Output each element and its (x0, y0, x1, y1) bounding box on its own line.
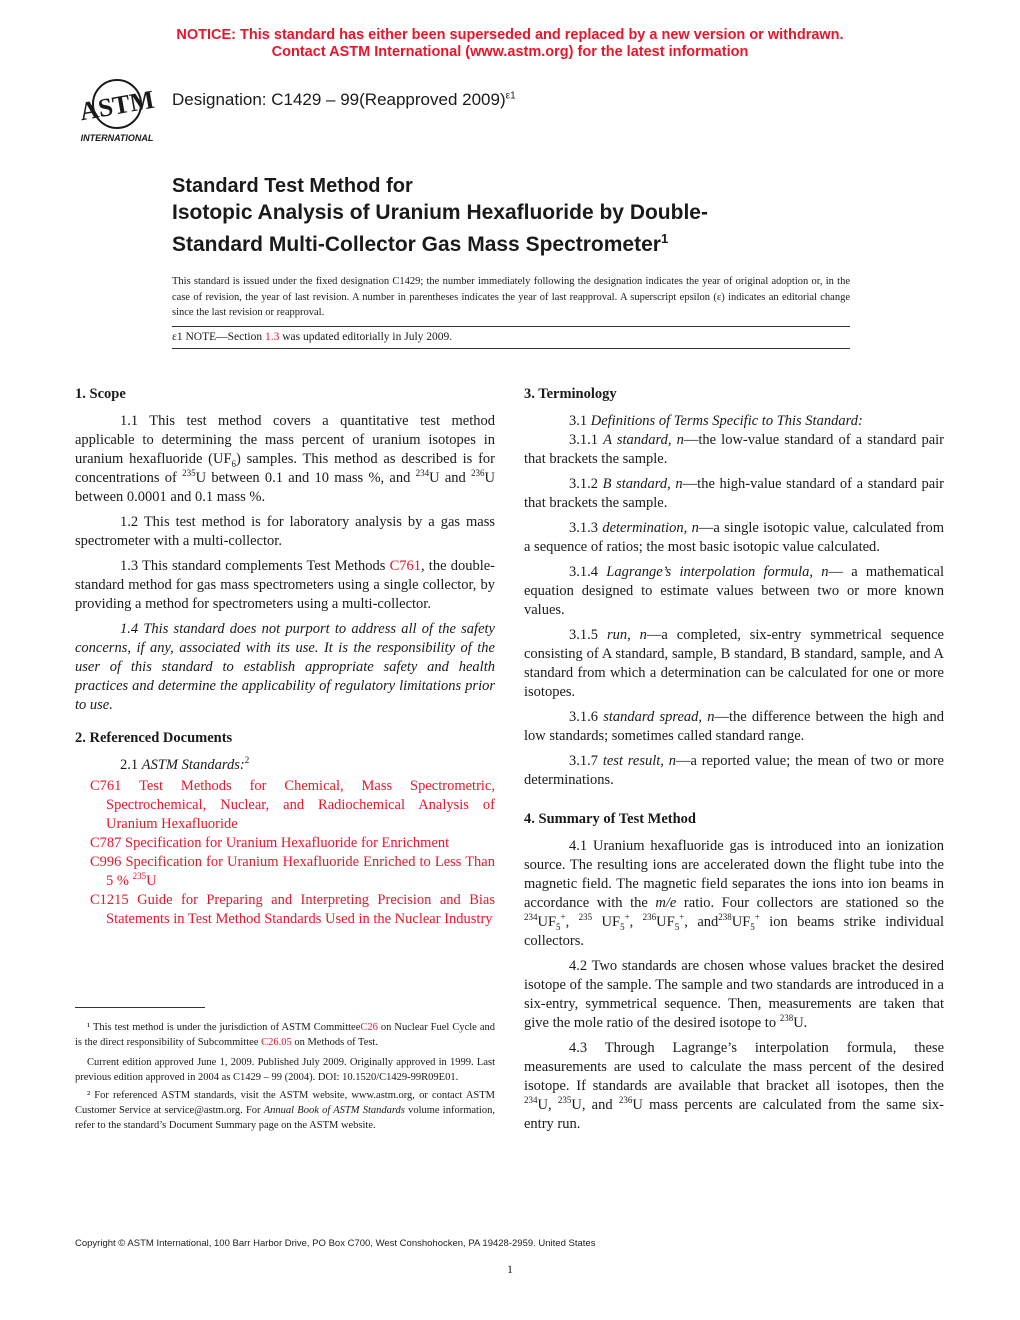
def-3-1-7: 3.1.7 test result, n—a reported value; the mean of two or more determinations. (524, 753, 944, 788)
para-2-1: 2.1 ASTM Standards:$^2$ (120, 755, 250, 773)
footnote-divider (75, 1007, 205, 1008)
para-1-1: 1.1 This test method covers a quantitative test method applicable to determining the mass percent of uranium isotopes in uranium hexafluoride $(UF_6)$ samples. This method as described is for concentrations of $^{235}$U between 0.1 and 10 mass %, and $^{234}$U and $^{236}$U between 0.0001 and 0.1 mass %. (75, 413, 495, 505)
section-link[interactable]: 1.3 (264, 331, 280, 343)
para-1-3: 1.3 This standard complements Test Methods C761, the double-standard method for gas mass spectrometers using a single collector, by providing a method for spectrometers using a multi-collector. (75, 558, 495, 612)
para-4-1: 4.1 Uranium hexafluoride gas is introduced into an ionization source. The resulting ions are accelerated down the flight tube into the magnetic field. The magnetic field separates the ions into ion beams in accordance with the m/e ratio. Four collectors are stationed so the $^{234}UF_5^+$, $^{235}$ $UF_5^+$, $^{236}UF_5^+$, $and^{238}UF_5^+$ ion beams strike individual collectors. (524, 838, 945, 949)
referenced-documents-heading: 2. Referenced Documents (75, 730, 233, 746)
right-column (524, 385, 944, 1140)
page-number: 1 (507, 1262, 513, 1276)
ref-c996[interactable]: C996 Specification for Uranium Hexafluoride Enriched to Less Than 5 % $^{235}$U (90, 854, 495, 889)
para-4-3: 4.3 Through Lagrange’s interpolation formula, these measurements are used to calculate the mass percent of the desired isotope. If standards are available that bracket all isotopes, then the $^{234}$U, $^{235}$U, and $^{236}$U mass percents are calculated from the same six-entry run. (524, 1040, 944, 1132)
supersede-notice (0, 27, 1020, 61)
ref-c1215[interactable]: C1215 Guide for Preparing and Interpreting Precision and Bias Statements in Test Method Standards Used in the Nuclear Industry (90, 892, 495, 927)
definitions-list (524, 431, 944, 790)
ref-c787[interactable]: C787 Specification for Uranium Hexafluoride for Enrichment (90, 835, 450, 851)
title-line-1: Standard Test Method for (172, 175, 413, 197)
c26-05-link[interactable]: C26.05 (261, 1037, 292, 1048)
footnote-edition: Current edition approved June 1, 2009. Published July 2009. Originally approved in 1999. Last previous edition approved in 2004 as C1429 – 99 (2004). DOI: 10.1520/C1429-99R09E01. (75, 1057, 495, 1083)
def-3-1-1: 3.1.1 A standard, n—the low-value standard of a standard pair that brackets the sample. (524, 432, 945, 467)
def-3-1-5: 3.1.5 run, n—a completed, six-entry symmetrical sequence consisting of A standard, sample, B standard, B standard, sample, and A standard from which a determination can be calculated for one or more isotopes. (524, 627, 944, 700)
para-1-4: 1.4 This standard does not purport to address all of the safety concerns, if any, associated with its use. It is the responsibility of the user of this standard to establish appropriate safety and health practices and determine the applicability of regulatory limitations prior to use. (75, 621, 495, 713)
left-column (75, 385, 495, 929)
def-3-1-2: 3.1.2 B standard, n—the high-value standard of a standard pair that brackets the sample. (524, 476, 944, 511)
para-1-2: 1.2 This test method is for laboratory analysis by a gas mass spectrometer with a multi-collector. (75, 514, 495, 549)
def-3-1-3: 3.1.3 determination, n—a single isotopic value, calculated from a sequence of ratios; the most basic isotopic value calculated. (524, 520, 944, 555)
astm-logo (72, 76, 162, 146)
c26-link[interactable]: C26 (360, 1022, 378, 1033)
notice-line-1: NOTICE: This standard has either been superseded and replaced by a new version or withdrawn. (176, 27, 844, 43)
summary-heading: 4. Summary of Test Method (524, 811, 696, 827)
para-3-1: 3.1 Definitions of Terms Specific to This Standard: (569, 413, 863, 429)
issuance-statement: This standard is issued under the fixed designation C1429; the number immediately following the designation indicates the year of original adoption or, in the case of revision, the year of last revision. A number in parentheses indicates the year of last reapproval. A superscript epsilon (ε) indicates an editorial change since the last revision or reapproval. (172, 276, 850, 318)
footnote-2: ² For referenced ASTM standards, visit the ASTM website, www.astm.org, or contact ASTM Customer Service at service@astm.org. For Annual Book of ASTM Standards volume information, refer to the standard’s Document Summary page on the ASTM website. (75, 1090, 495, 1131)
copyright-line: Copyright © ASTM International, 100 Barr Harbor Drive, PO Box C700, West Conshohocken, PA 19428-2959. United States (75, 1238, 596, 1249)
terminology-heading: 3. Terminology (524, 386, 617, 402)
def-3-1-6: 3.1.6 standard spread, n—the difference between the high and low standards; sometimes called standard range. (524, 709, 944, 744)
notice-line-2: Contact ASTM International (www.astm.org) for the latest information (271, 44, 749, 60)
editorial-note: ε1 NOTE—Section 1.3 was updated editorially in July 2009. (172, 331, 453, 343)
intro-divider (172, 326, 850, 327)
designation: Designation: C1429 – 99(Reapproved 2009)$^{\varepsilon 1}$ (172, 90, 516, 109)
footnotes (75, 1020, 495, 1133)
scope-heading: 1. Scope (75, 386, 126, 402)
footnote-1: ¹ This test method is under the jurisdiction of ASTM CommitteeC26 on Nuclear Fuel Cycle and is the direct responsibility of Subcommittee C26.05 on Methods of Test. (75, 1022, 495, 1048)
note-divider (172, 348, 850, 349)
c761-link[interactable]: C761 (389, 558, 421, 574)
svg-text:ASTM: ASTM (77, 84, 157, 127)
svg-text:INTERNATIONAL: INTERNATIONAL (80, 133, 154, 143)
document-title: Isotopic Analysis of Uranium Hexafluoride by Double- Standard Multi-Collector Gas Mass Spectrometer$^1$ (172, 201, 708, 256)
def-3-1-4: 3.1.4 Lagrange’s interpolation formula, n— a mathematical equation designed to estimate values between two or more known values. (524, 564, 944, 618)
para-4-2: 4.2 Two standards are chosen whose values bracket the desired isotope of the sample. The sample and two standards are introduced in a six-entry, symmetrical sequence. Then, measurements are taken that give the mole ratio of the desired isotope to $^{238}$U. (524, 958, 944, 1031)
ref-c761[interactable]: C761 Test Methods for Chemical, Mass Spectrometric, Spectrochemical, Nuclear, and Radiochemical Analysis of Uranium Hexafluoride (90, 778, 495, 832)
